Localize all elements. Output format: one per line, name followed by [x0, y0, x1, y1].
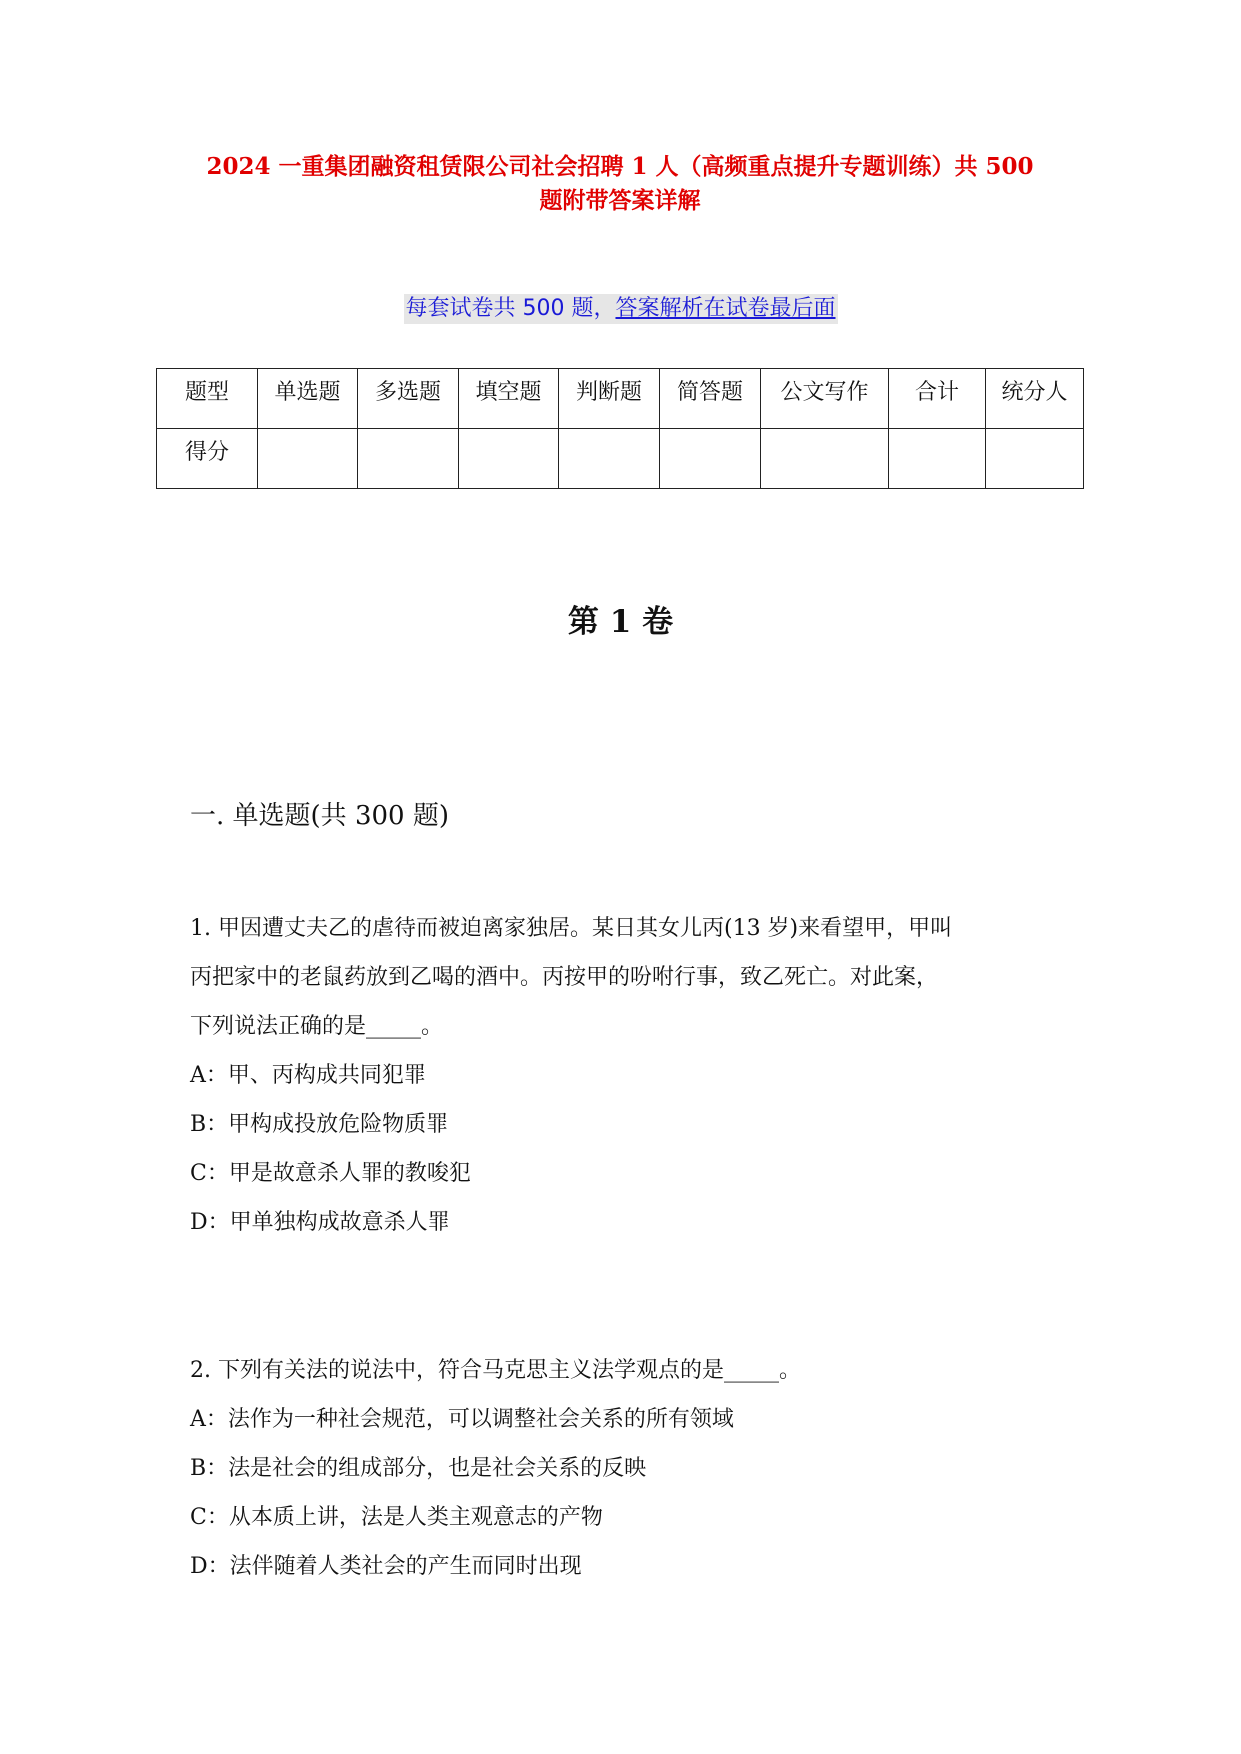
question-2-option-d: D：法伴随着人类社会的产生而同时出现 — [190, 1554, 582, 1579]
question-2-option-b: B：法是社会的组成部分，也是社会关系的反映 — [190, 1456, 647, 1481]
score-cell — [889, 429, 986, 489]
score-cell — [761, 429, 889, 489]
score-table-score-row — [157, 429, 1084, 489]
question-2-option-c: C：从本质上讲，法是人类主观意志的产物 — [190, 1505, 603, 1530]
title-line-1: 2024 一重集团融资租赁限公司社会招聘 1 人（高频重点提升专题训练）共 500 — [206, 153, 1034, 180]
subtitle-part-1: 每套试卷共 500 题， — [405, 296, 616, 321]
question-1 — [190, 904, 1070, 1247]
header-cell: 简答题 — [660, 369, 761, 429]
question-2-stem-line: 2. 下列有关法的说法中，符合马克思主义法学观点的是_____。 — [190, 1358, 801, 1383]
header-cell: 单选题 — [258, 369, 358, 429]
section-title: 一. 单选题(共 300 题) — [190, 801, 449, 831]
subtitle — [404, 294, 838, 324]
score-cell — [358, 429, 459, 489]
question-1-option-d: D：甲单独构成故意杀人罪 — [190, 1210, 450, 1235]
header-cell: 多选题 — [358, 369, 459, 429]
question-1-option-b: B：甲构成投放危险物质罪 — [190, 1112, 449, 1137]
subtitle-wrapper — [0, 294, 1241, 324]
score-table-header-row — [157, 369, 1084, 429]
header-cell: 合计 — [889, 369, 986, 429]
header-cell: 统分人 — [986, 369, 1084, 429]
header-cell: 判断题 — [559, 369, 660, 429]
score-cell — [459, 429, 559, 489]
score-cell — [559, 429, 660, 489]
question-1-stem-line: 1. 甲因遭丈夫乙的虐待而被迫离家独居。某日其女儿丙(13 岁)来看望甲，甲叫 — [190, 916, 953, 941]
document-title — [150, 150, 1090, 218]
question-1-stem-line: 下列说法正确的是_____。 — [190, 1014, 444, 1039]
title-line-2: 题附带答案详解 — [539, 187, 701, 214]
subtitle-part-2: 答案解析在试卷最后面 — [615, 296, 836, 321]
question-1-option-c: C：甲是故意杀人罪的教唆犯 — [190, 1161, 471, 1186]
question-2-option-a: A：法作为一种社会规范，可以调整社会关系的所有领域 — [190, 1407, 734, 1432]
score-cell — [986, 429, 1084, 489]
question-2 — [190, 1346, 1070, 1591]
score-cell — [258, 429, 358, 489]
volume-title: 第 1 卷 — [567, 604, 674, 640]
score-row-label: 得分 — [157, 429, 258, 489]
question-1-option-a: A：甲、丙构成共同犯罪 — [190, 1063, 426, 1088]
header-cell: 填空题 — [459, 369, 559, 429]
score-table — [156, 368, 1084, 489]
header-cell: 公文写作 — [761, 369, 889, 429]
score-cell — [660, 429, 761, 489]
header-cell: 题型 — [157, 369, 258, 429]
question-1-stem-line: 丙把家中的老鼠药放到乙喝的酒中。丙按甲的吩咐行事，致乙死亡。对此案， — [190, 965, 939, 990]
